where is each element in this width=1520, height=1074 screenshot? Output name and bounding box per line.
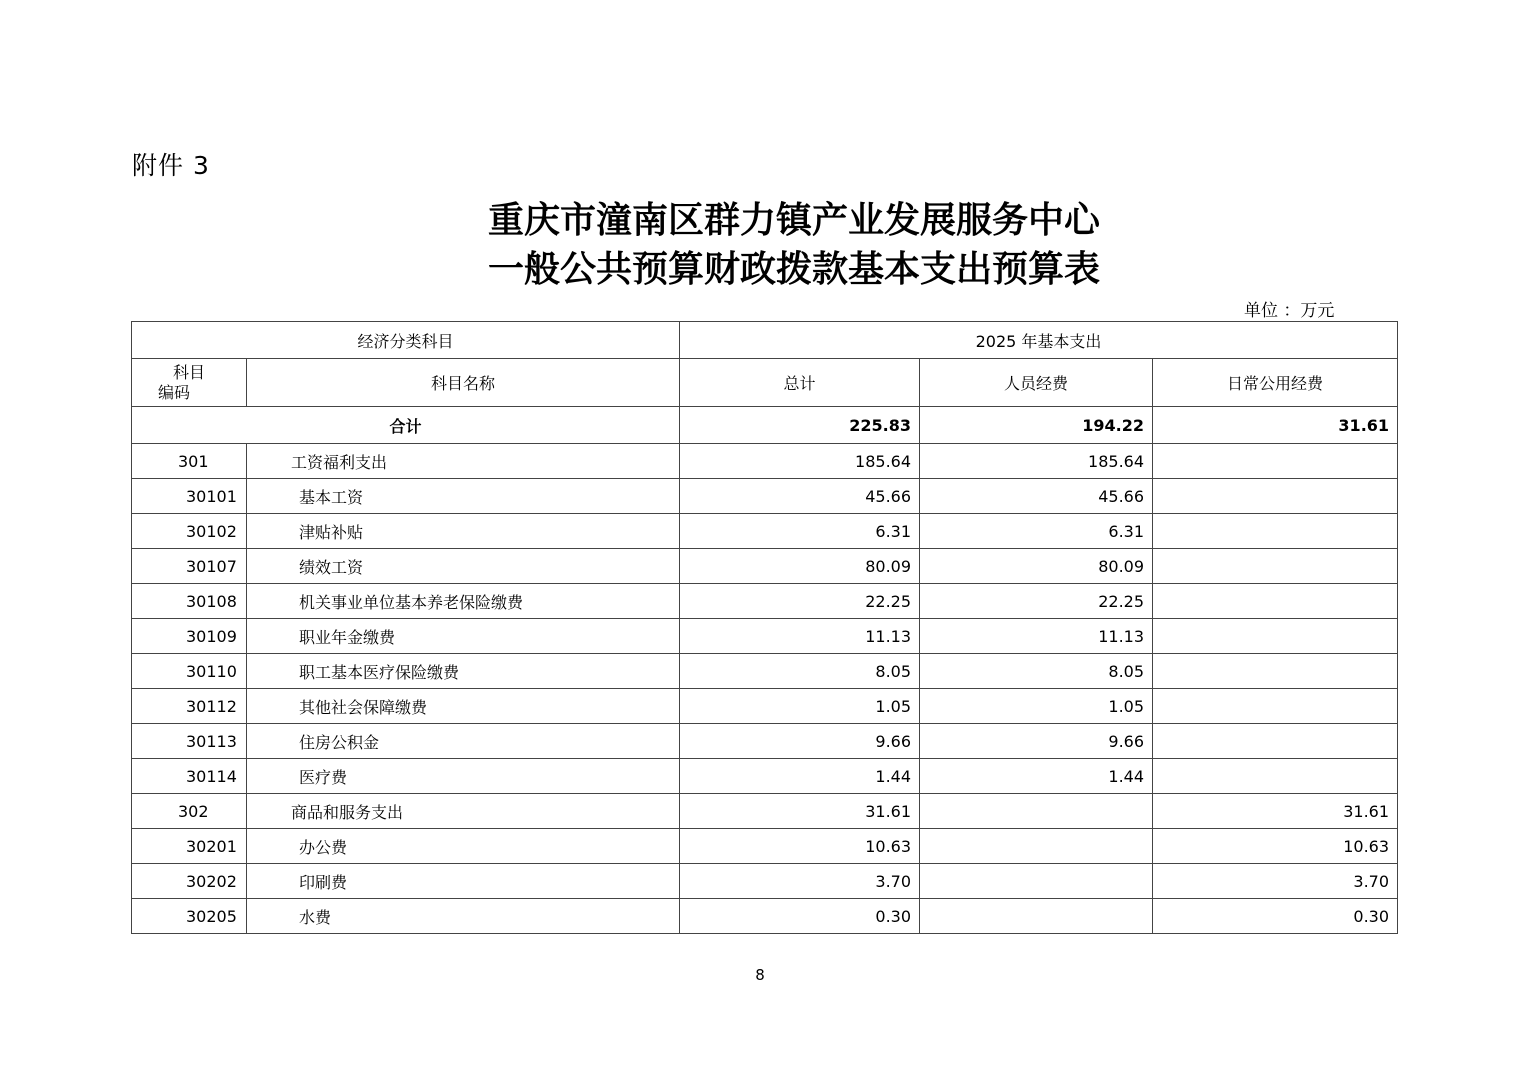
row-public: 31.61 bbox=[1153, 794, 1398, 829]
total-total: 225.83 bbox=[680, 407, 920, 444]
row-public bbox=[1153, 619, 1398, 654]
row-personnel bbox=[920, 794, 1153, 829]
row-public bbox=[1153, 724, 1398, 759]
page-number: 8 bbox=[755, 966, 765, 984]
row-total: 10.63 bbox=[680, 829, 920, 864]
row-personnel: 45.66 bbox=[920, 479, 1153, 514]
table-row bbox=[132, 864, 1398, 899]
row-total: 185.64 bbox=[680, 444, 920, 479]
unit-label: 单位 ：万元 bbox=[1244, 301, 1335, 321]
group-header-2025: 2025 年基本支出 bbox=[680, 322, 1398, 359]
row-public: 0.30 bbox=[1153, 899, 1398, 934]
row-code: 30201 bbox=[132, 829, 247, 864]
row-personnel: 185.64 bbox=[920, 444, 1153, 479]
table-row bbox=[132, 689, 1398, 724]
row-total: 8.05 bbox=[680, 654, 920, 689]
row-name: 水费 bbox=[247, 899, 680, 934]
table-row bbox=[132, 654, 1398, 689]
row-public bbox=[1153, 479, 1398, 514]
column-header-code-line1: 科目 bbox=[172, 362, 205, 382]
column-header-row bbox=[132, 359, 1398, 407]
row-code: 30205 bbox=[132, 899, 247, 934]
row-name: 绩效工资 bbox=[247, 549, 680, 584]
row-name: 基本工资 bbox=[247, 479, 680, 514]
row-name: 工资福利支出 bbox=[247, 444, 680, 479]
table-row bbox=[132, 514, 1398, 549]
row-public bbox=[1153, 584, 1398, 619]
row-code: 30114 bbox=[132, 759, 247, 794]
row-name: 职业年金缴费 bbox=[247, 619, 680, 654]
row-code: 30108 bbox=[132, 584, 247, 619]
row-personnel: 11.13 bbox=[920, 619, 1153, 654]
column-header-name: 科目名称 bbox=[247, 359, 680, 407]
row-name: 津贴补贴 bbox=[247, 514, 680, 549]
row-personnel: 8.05 bbox=[920, 654, 1153, 689]
total-row bbox=[132, 407, 1398, 444]
row-public bbox=[1153, 689, 1398, 724]
table-row bbox=[132, 619, 1398, 654]
table-row bbox=[132, 444, 1398, 479]
row-name: 商品和服务支出 bbox=[247, 794, 680, 829]
row-name: 其他社会保障缴费 bbox=[247, 689, 680, 724]
row-personnel: 1.05 bbox=[920, 689, 1153, 724]
column-header-total: 总计 bbox=[680, 359, 920, 407]
total-public: 31.61 bbox=[1153, 407, 1398, 444]
table-row bbox=[132, 724, 1398, 759]
document-title-line1: 重庆市潼南区群力镇产业发展服务中心 bbox=[487, 199, 1100, 241]
row-personnel bbox=[920, 864, 1153, 899]
row-public: 3.70 bbox=[1153, 864, 1398, 899]
table-row bbox=[132, 794, 1398, 829]
row-code: 30113 bbox=[132, 724, 247, 759]
row-name: 印刷费 bbox=[247, 864, 680, 899]
row-name: 职工基本医疗保险缴费 bbox=[247, 654, 680, 689]
table-row bbox=[132, 829, 1398, 864]
row-code: 30202 bbox=[132, 864, 247, 899]
row-code: 301 bbox=[132, 444, 247, 479]
row-public bbox=[1153, 514, 1398, 549]
row-code: 302 bbox=[132, 794, 247, 829]
row-name: 办公费 bbox=[247, 829, 680, 864]
total-personnel: 194.22 bbox=[920, 407, 1153, 444]
row-personnel: 9.66 bbox=[920, 724, 1153, 759]
row-total: 31.61 bbox=[680, 794, 920, 829]
row-personnel: 22.25 bbox=[920, 584, 1153, 619]
row-total: 6.31 bbox=[680, 514, 920, 549]
row-total: 45.66 bbox=[680, 479, 920, 514]
row-name: 住房公积金 bbox=[247, 724, 680, 759]
group-header-row bbox=[132, 322, 1398, 359]
row-total: 80.09 bbox=[680, 549, 920, 584]
row-name: 医疗费 bbox=[247, 759, 680, 794]
row-public bbox=[1153, 549, 1398, 584]
budget-table bbox=[131, 321, 1398, 934]
row-code: 30107 bbox=[132, 549, 247, 584]
row-total: 11.13 bbox=[680, 619, 920, 654]
row-name: 机关事业单位基本养老保险缴费 bbox=[247, 584, 680, 619]
row-public: 10.63 bbox=[1153, 829, 1398, 864]
row-total: 3.70 bbox=[680, 864, 920, 899]
row-code: 30109 bbox=[132, 619, 247, 654]
row-code: 30110 bbox=[132, 654, 247, 689]
column-header-personnel: 人员经费 bbox=[920, 359, 1153, 407]
row-personnel: 1.44 bbox=[920, 759, 1153, 794]
table-row bbox=[132, 549, 1398, 584]
row-personnel bbox=[920, 829, 1153, 864]
row-personnel: 6.31 bbox=[920, 514, 1153, 549]
row-total: 22.25 bbox=[680, 584, 920, 619]
row-code: 30101 bbox=[132, 479, 247, 514]
row-total: 0.30 bbox=[680, 899, 920, 934]
document-title-line2: 一般公共预算财政拨款基本支出预算表 bbox=[487, 248, 1100, 290]
column-header-public: 日常公用经费 bbox=[1153, 359, 1398, 407]
table-row bbox=[132, 759, 1398, 794]
attachment-label: 附件 3 bbox=[132, 151, 210, 180]
table-row bbox=[132, 479, 1398, 514]
total-label: 合计 bbox=[132, 407, 680, 444]
row-code: 30102 bbox=[132, 514, 247, 549]
table-row bbox=[132, 584, 1398, 619]
group-header-economic: 经济分类科目 bbox=[132, 322, 680, 359]
row-total: 9.66 bbox=[680, 724, 920, 759]
table-row bbox=[132, 899, 1398, 934]
row-total: 1.44 bbox=[680, 759, 920, 794]
row-public bbox=[1153, 444, 1398, 479]
row-total: 1.05 bbox=[680, 689, 920, 724]
column-header-code bbox=[132, 359, 247, 407]
column-header-code-line2: 编码 bbox=[157, 382, 190, 402]
row-public bbox=[1153, 759, 1398, 794]
row-personnel bbox=[920, 899, 1153, 934]
row-personnel: 80.09 bbox=[920, 549, 1153, 584]
row-public bbox=[1153, 654, 1398, 689]
row-code: 30112 bbox=[132, 689, 247, 724]
